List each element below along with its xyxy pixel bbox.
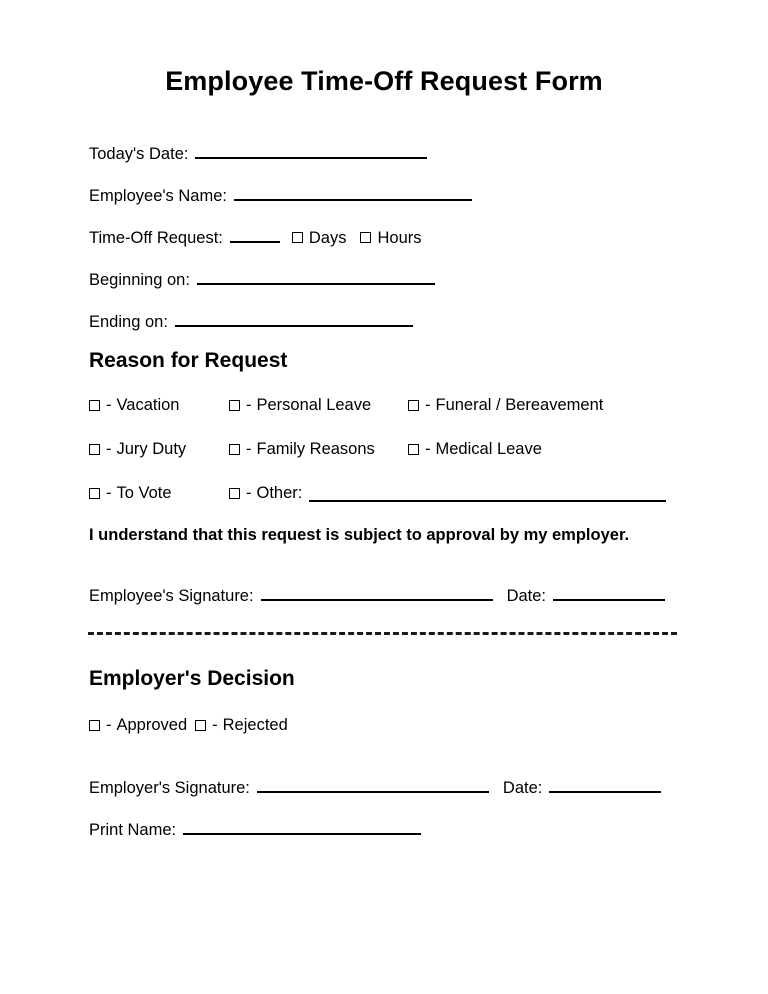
print-name-label: Print Name: bbox=[89, 821, 177, 839]
todays-date-row bbox=[89, 142, 427, 165]
employee-signature-label: Employee's Signature: bbox=[89, 587, 254, 605]
print-name-input[interactable] bbox=[183, 818, 421, 835]
checkbox-days-label: Days bbox=[308, 228, 347, 247]
checkbox-personal-leave-label: Personal Leave bbox=[256, 396, 372, 414]
checkbox-approved-icon[interactable] bbox=[89, 720, 100, 731]
employer-section-heading: Employer's Decision bbox=[89, 667, 295, 690]
ending-on-row bbox=[89, 310, 413, 333]
reason-dash: - bbox=[106, 396, 112, 414]
checkbox-approved-label: Approved bbox=[116, 716, 188, 734]
checkbox-vacation-label: Vacation bbox=[116, 396, 180, 414]
checkbox-item-medical-leave[interactable] bbox=[408, 440, 542, 459]
checkbox-item-jury-duty[interactable] bbox=[89, 440, 186, 459]
beginning-on-input[interactable] bbox=[197, 268, 435, 285]
checkbox-family-reasons-icon[interactable] bbox=[229, 444, 240, 455]
reason-dash: - bbox=[106, 484, 112, 502]
employer-signature-label: Employer's Signature: bbox=[89, 779, 250, 797]
checkbox-jury-duty-icon[interactable] bbox=[89, 444, 100, 455]
employee-name-label: Employee's Name: bbox=[89, 187, 227, 205]
checkbox-medical-leave-label: Medical Leave bbox=[435, 440, 542, 458]
todays-date-input[interactable] bbox=[195, 142, 427, 159]
checkbox-rejected-icon[interactable] bbox=[195, 720, 206, 731]
checkbox-item-other[interactable] bbox=[229, 484, 666, 503]
employee-signature-date-label: Date: bbox=[506, 587, 547, 605]
reason-dash: - bbox=[246, 396, 252, 414]
checkbox-item-days[interactable] bbox=[292, 227, 347, 249]
section-divider bbox=[88, 632, 677, 635]
employee-name-input[interactable] bbox=[234, 184, 472, 201]
reason-dash: - bbox=[425, 440, 431, 458]
checkbox-item-to-vote[interactable] bbox=[89, 484, 172, 503]
checkbox-days-icon[interactable] bbox=[292, 232, 303, 243]
ending-on-input[interactable] bbox=[175, 310, 413, 327]
checkbox-item-rejected[interactable] bbox=[195, 714, 288, 736]
checkbox-item-vacation[interactable] bbox=[89, 396, 180, 415]
employee-signature-date-input[interactable] bbox=[553, 584, 665, 601]
checkbox-jury-duty-label: Jury Duty bbox=[116, 440, 187, 458]
time-off-amount-input[interactable] bbox=[230, 226, 280, 243]
ending-on-label: Ending on: bbox=[89, 313, 168, 331]
employer-signature-input[interactable] bbox=[257, 776, 489, 793]
other-reason-input[interactable] bbox=[309, 485, 666, 502]
employee-signature-input[interactable] bbox=[261, 584, 493, 601]
reason-dash: - bbox=[425, 396, 431, 414]
checkbox-funeral-bereavement-label: Funeral / Bereavement bbox=[435, 396, 604, 414]
checkbox-item-approved[interactable] bbox=[89, 714, 187, 736]
decision-dash: - bbox=[106, 716, 112, 734]
reason-section-heading: Reason for Request bbox=[89, 349, 288, 372]
time-off-request-label: Time-Off Request: bbox=[89, 229, 223, 247]
checkbox-family-reasons-label: Family Reasons bbox=[256, 440, 375, 458]
checkbox-item-personal-leave[interactable] bbox=[229, 396, 371, 415]
reason-row bbox=[89, 440, 689, 462]
checkbox-item-hours[interactable] bbox=[360, 227, 421, 249]
reason-row bbox=[89, 396, 689, 418]
checkbox-personal-leave-icon[interactable] bbox=[229, 400, 240, 411]
decision-dash: - bbox=[212, 716, 218, 734]
checkbox-to-vote-label: To Vote bbox=[116, 484, 172, 502]
checkbox-medical-leave-icon[interactable] bbox=[408, 444, 419, 455]
reason-dash: - bbox=[246, 440, 252, 458]
checkbox-item-funeral-bereavement[interactable] bbox=[408, 396, 603, 415]
checkbox-hours-label: Hours bbox=[377, 228, 422, 247]
acknowledgment-text: I understand that this request is subject to approval by my employer. bbox=[89, 526, 630, 544]
checkbox-rejected-label: Rejected bbox=[222, 716, 288, 734]
checkbox-item-family-reasons[interactable] bbox=[229, 440, 375, 459]
checkbox-other-label: Other: bbox=[256, 484, 303, 502]
todays-date-label: Today's Date: bbox=[89, 145, 189, 163]
employee-signature-row bbox=[89, 584, 665, 607]
beginning-on-row bbox=[89, 268, 435, 291]
time-off-request-row bbox=[89, 226, 422, 249]
employee-name-row bbox=[89, 184, 472, 207]
employer-signature-date-input[interactable] bbox=[549, 776, 661, 793]
page-title: Employee Time-Off Request Form bbox=[165, 66, 603, 96]
checkbox-hours-icon[interactable] bbox=[360, 232, 371, 243]
employer-signature-row bbox=[89, 776, 661, 799]
reason-dash: - bbox=[106, 440, 112, 458]
reason-dash: - bbox=[246, 484, 252, 502]
print-name-row bbox=[89, 818, 421, 841]
reason-row bbox=[89, 484, 689, 506]
beginning-on-label: Beginning on: bbox=[89, 271, 190, 289]
checkbox-vacation-icon[interactable] bbox=[89, 400, 100, 411]
checkbox-funeral-bereavement-icon[interactable] bbox=[408, 400, 419, 411]
employer-signature-date-label: Date: bbox=[502, 779, 543, 797]
checkbox-other-icon[interactable] bbox=[229, 488, 240, 499]
checkbox-to-vote-icon[interactable] bbox=[89, 488, 100, 499]
employer-decision-row bbox=[89, 714, 288, 736]
